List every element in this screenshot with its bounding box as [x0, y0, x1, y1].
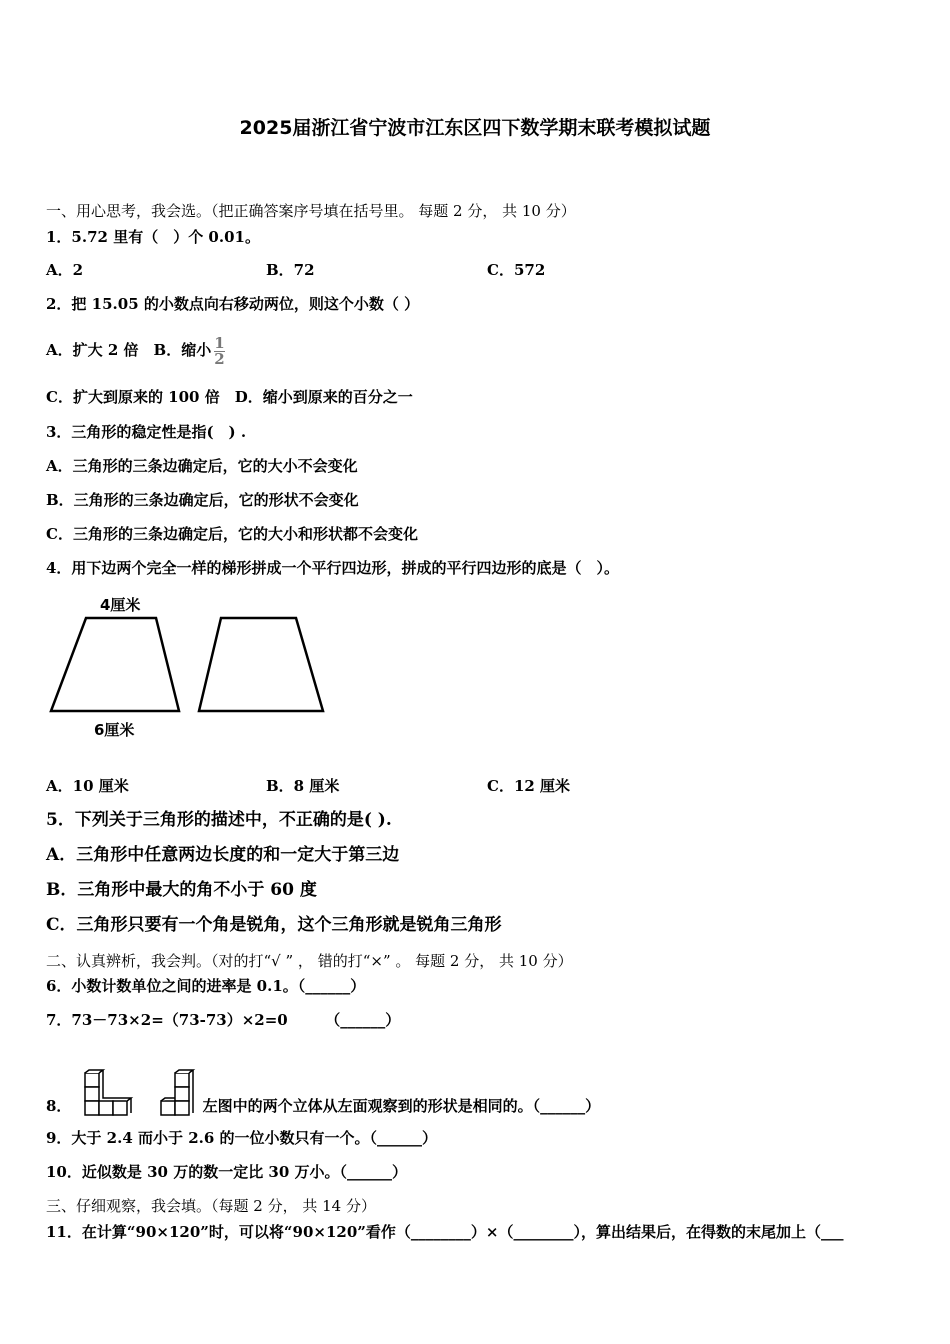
question-1: 1．5.72 里有（ ）个 0.01。 — [46, 228, 260, 246]
trapezoid-left — [51, 618, 179, 711]
cube-figures — [83, 1069, 203, 1117]
q3-option-c: C．三角形的三条边确定后，它的大小和形状都不会变化 — [46, 525, 418, 543]
question-5: 5．下列关于三角形的描述中，不正确的是( ). — [46, 810, 392, 830]
q8-text: 左图中的两个立体从左面观察到的形状是相同的。（______） — [202, 1097, 601, 1115]
fraction-one-half — [214, 333, 225, 368]
q4-option-c: C．12 厘米 — [487, 777, 571, 795]
top-length-label: 4厘米 — [100, 596, 141, 614]
fraction-denominator: 2 — [214, 349, 225, 368]
question-2: 2．把 15.05 的小数点向右移动两位，则这个小数（ ） — [46, 295, 420, 313]
q5-option-c: C．三角形只要有一个角是锐角，这个三角形就是锐角三角形 — [46, 915, 502, 935]
question-4: 4．用下边两个完全一样的梯形拼成一个平行四边形，拼成的平行四边形的底是（ ）。 — [46, 559, 619, 577]
q1-option-b: B．72 — [266, 261, 315, 279]
q2-options-ab-text: A．扩大 2 倍 B．缩小 — [46, 341, 212, 359]
section-1-heading: 一、用心思考，我会选。（把正确答案序号填在括号里。 每题 2 分， 共 10 分） — [46, 202, 576, 220]
q1-option-c: C．572 — [487, 261, 546, 279]
q1-option-a: A．2 — [46, 261, 84, 279]
question-10: 10．近似数是 30 万的数一定比 30 万小。（______） — [46, 1163, 408, 1181]
q5-option-b: B．三角形中最大的角不小于 60 度 — [46, 880, 317, 900]
bottom-length-label: 6厘米 — [94, 721, 135, 739]
trapezoid-right — [199, 618, 323, 711]
question-3: 3．三角形的稳定性是指( ) . — [46, 423, 247, 441]
question-11: 11．在计算“90×120”时，可以将“90×120”看作（________）×（________），算出结果后，在得数的末尾加上（___ — [46, 1223, 844, 1241]
question-7: 7．73－73×2=（73-73）×2=0 （______） — [46, 1011, 401, 1029]
q5-option-a: A．三角形中任意两边长度的和一定大于第三边 — [46, 845, 400, 865]
fraction-numerator: 1 — [214, 333, 225, 352]
section-3-heading: 三、仔细观察，我会填。（每题 2 分， 共 14 分） — [46, 1197, 376, 1215]
question-9: 9．大于 2.4 而小于 2.6 的一位小数只有一个。（______） — [46, 1129, 438, 1147]
page-title: 2025届浙江省宁波市江东区四下数学期末联考模拟试题 — [239, 117, 711, 139]
trapezoid-figure — [46, 590, 336, 745]
q2-options-cd: C．扩大到原来的 100 倍 D．缩小到原来的百分之一 — [46, 388, 413, 406]
q4-option-a: A．10 厘米 — [46, 777, 129, 795]
q8-number: 8． — [46, 1097, 72, 1115]
question-6: 6．小数计数单位之间的进率是 0.1。（______） — [46, 977, 366, 995]
q3-option-a: A．三角形的三条边确定后，它的大小不会变化 — [46, 457, 358, 475]
question-8 — [46, 1069, 600, 1117]
q4-option-b: B．8 厘米 — [266, 777, 340, 795]
q3-option-b: B．三角形的三条边确定后，它的形状不会变化 — [46, 491, 359, 509]
q2-options-ab — [46, 330, 225, 370]
section-2-heading: 二、认真辨析，我会判。（对的打“√ ” ， 错的打“×” 。 每题 2 分， 共 10 分） — [46, 952, 573, 970]
